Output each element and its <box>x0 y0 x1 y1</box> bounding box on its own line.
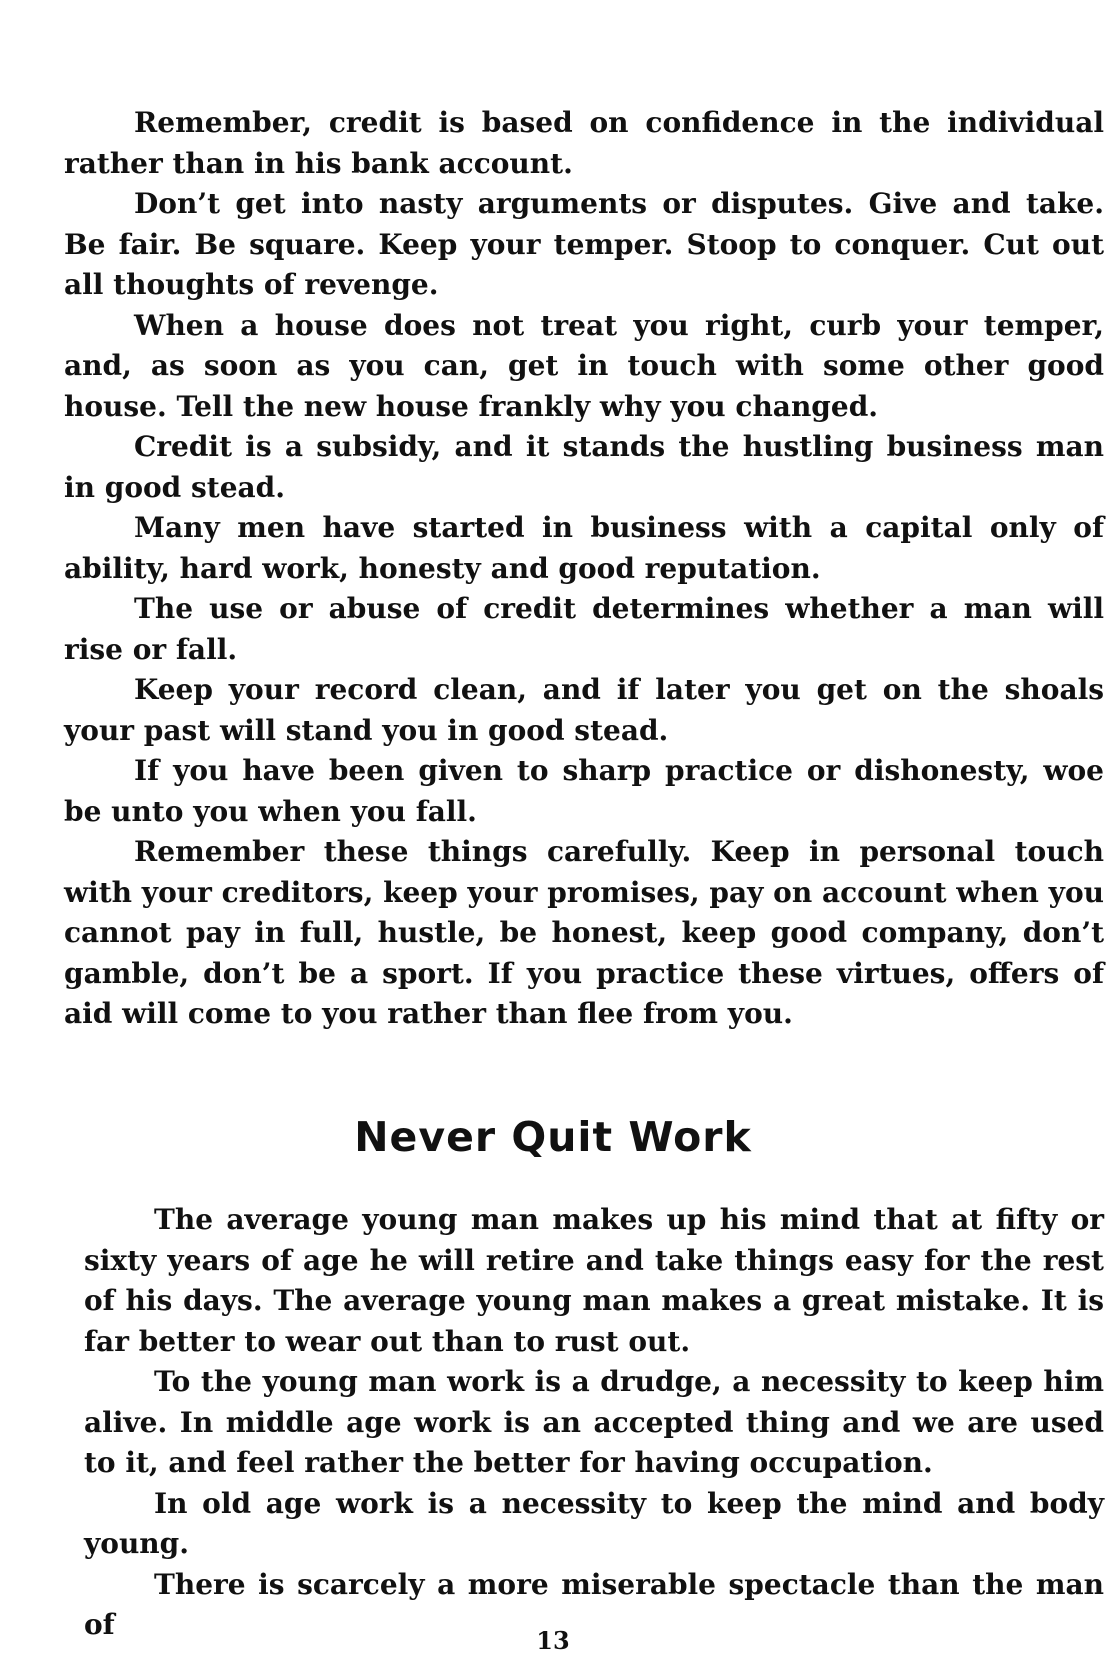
paragraph: Remember, credit is based on confidence in the individual rather than in his bank account. <box>64 106 1104 180</box>
paragraph: In old age work is a necessity to keep the mind and body young. <box>84 1486 1104 1560</box>
credit-advice-text <box>64 103 1104 1035</box>
paragraph: There is scarcely a more miserable spectacle than the man of <box>84 1567 1104 1641</box>
paragraph: Credit is a subsidy, and it stands the hustling business man in good stead. <box>64 430 1104 504</box>
paragraph: Keep your record clean, and if later you get on the shoals your past will stand you in good stead. <box>64 673 1104 747</box>
paragraph: Many men have started in business with a capital only of ability, hard work, honesty and good reputation. <box>64 511 1104 585</box>
never-quit-work-text <box>84 1200 1104 1646</box>
paragraph: When a house does not treat you right, curb your temper, and, as soon as you can, get in touch with some other good house. Tell the new house frankly why you changed. <box>64 308 1104 423</box>
paragraph: The use or abuse of credit determines whether a man will rise or fall. <box>64 592 1104 666</box>
paragraph: Don’t get into nasty arguments or disputes. Give and take. Be fair. Be square. Keep your temper. Stoop to conquer. Cut out all thoughts of revenge. <box>64 187 1104 301</box>
section-heading: Never Quit Work <box>354 1113 752 1161</box>
paragraph: Remember these things carefully. Keep in personal touch with your creditors, keep your promises, pay on account when you cannot pay in full, hustle, be honest, keep good company, don’t gamble, don’t be a sport. If you practice these virtues, offers of aid will come to you rather than flee from you. <box>64 835 1104 1030</box>
page-number: 13 <box>536 1626 570 1655</box>
paragraph: If you have been given to sharp practice or dishonesty, woe be unto you when you fall. <box>64 754 1104 828</box>
paragraph: To the young man work is a drudge, a necessity to keep him alive. In middle age work is an accepted thing and we are used to it, and feel rather the better for having occupation. <box>84 1365 1104 1479</box>
paragraph: The average young man makes up his mind that at fifty or sixty years of age he will retire and take things easy for the rest of his days. The average young man makes a great mistake. It is far better to wear out than to rust out. <box>84 1203 1104 1358</box>
